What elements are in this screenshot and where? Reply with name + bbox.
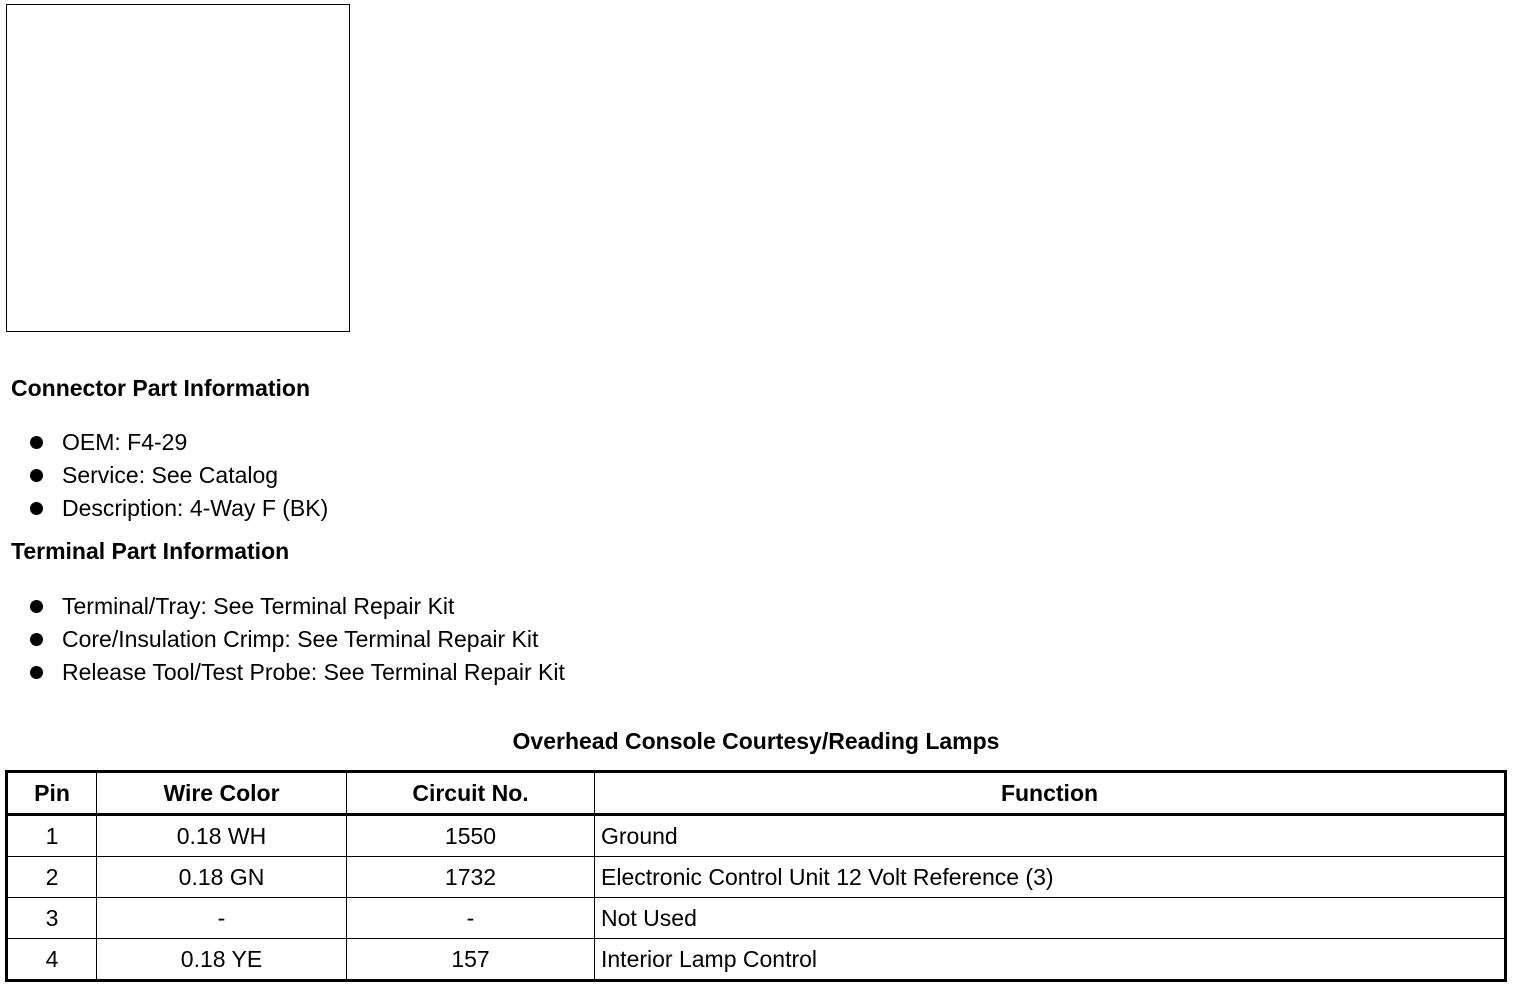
list-item-text: Core/Insulation Crimp: See Terminal Repair Kit bbox=[62, 626, 539, 652]
cell-wire-color: - bbox=[97, 898, 347, 939]
cell-circuit-no: 157 bbox=[347, 939, 595, 981]
connector-info-list bbox=[28, 427, 328, 526]
list-item bbox=[28, 493, 328, 526]
list-item-text: Description: 4-Way F (BK) bbox=[62, 495, 329, 521]
list-item-text: OEM: F4-29 bbox=[62, 429, 188, 455]
cell-circuit-no: 1732 bbox=[347, 857, 595, 898]
cell-function: Ground bbox=[595, 815, 1506, 857]
table-row bbox=[7, 939, 1506, 981]
cell-wire-color: 0.18 WH bbox=[97, 815, 347, 857]
table-row bbox=[7, 898, 1506, 939]
column-header-wire-color: Wire Color bbox=[97, 772, 347, 815]
list-item-text: Release Tool/Test Probe: See Terminal Repair Kit bbox=[62, 659, 565, 685]
cell-circuit-no: 1550 bbox=[347, 815, 595, 857]
cell-function: Not Used bbox=[595, 898, 1506, 939]
list-item bbox=[28, 624, 565, 657]
bullet-icon bbox=[30, 436, 43, 449]
cell-wire-color: 0.18 YE bbox=[97, 939, 347, 981]
column-header-circuit-no: Circuit No. bbox=[347, 772, 595, 815]
terminal-info-heading: Terminal Part Information bbox=[11, 538, 290, 564]
cell-pin: 1 bbox=[7, 815, 97, 857]
bullet-icon bbox=[30, 666, 43, 679]
cell-function: Interior Lamp Control bbox=[595, 939, 1506, 981]
connector-image-frame bbox=[6, 4, 350, 332]
bullet-icon bbox=[30, 600, 43, 613]
list-item bbox=[28, 460, 328, 493]
column-header-pin: Pin bbox=[7, 772, 97, 815]
terminal-info-list bbox=[28, 591, 565, 690]
list-item-text: Service: See Catalog bbox=[62, 462, 279, 488]
cell-function: Electronic Control Unit 12 Volt Reference (3) bbox=[595, 857, 1506, 898]
list-item bbox=[28, 427, 328, 460]
table-row bbox=[7, 815, 1506, 857]
connector-info-heading: Connector Part Information bbox=[11, 375, 311, 401]
list-item-text: Terminal/Tray: See Terminal Repair Kit bbox=[62, 593, 455, 619]
column-header-function: Function bbox=[595, 772, 1506, 815]
table-header-row bbox=[7, 772, 1506, 815]
cell-pin: 2 bbox=[7, 857, 97, 898]
cell-pin: 4 bbox=[7, 939, 97, 981]
cell-pin: 3 bbox=[7, 898, 97, 939]
table-title: Overhead Console Courtesy/Reading Lamps bbox=[512, 728, 1000, 754]
bullet-icon bbox=[30, 502, 43, 515]
bullet-icon bbox=[30, 469, 43, 482]
list-item bbox=[28, 591, 565, 624]
table-row bbox=[7, 857, 1506, 898]
cell-wire-color: 0.18 GN bbox=[97, 857, 347, 898]
cell-circuit-no: - bbox=[347, 898, 595, 939]
bullet-icon bbox=[30, 633, 43, 646]
list-item bbox=[28, 657, 565, 690]
pin-table bbox=[5, 770, 1507, 982]
